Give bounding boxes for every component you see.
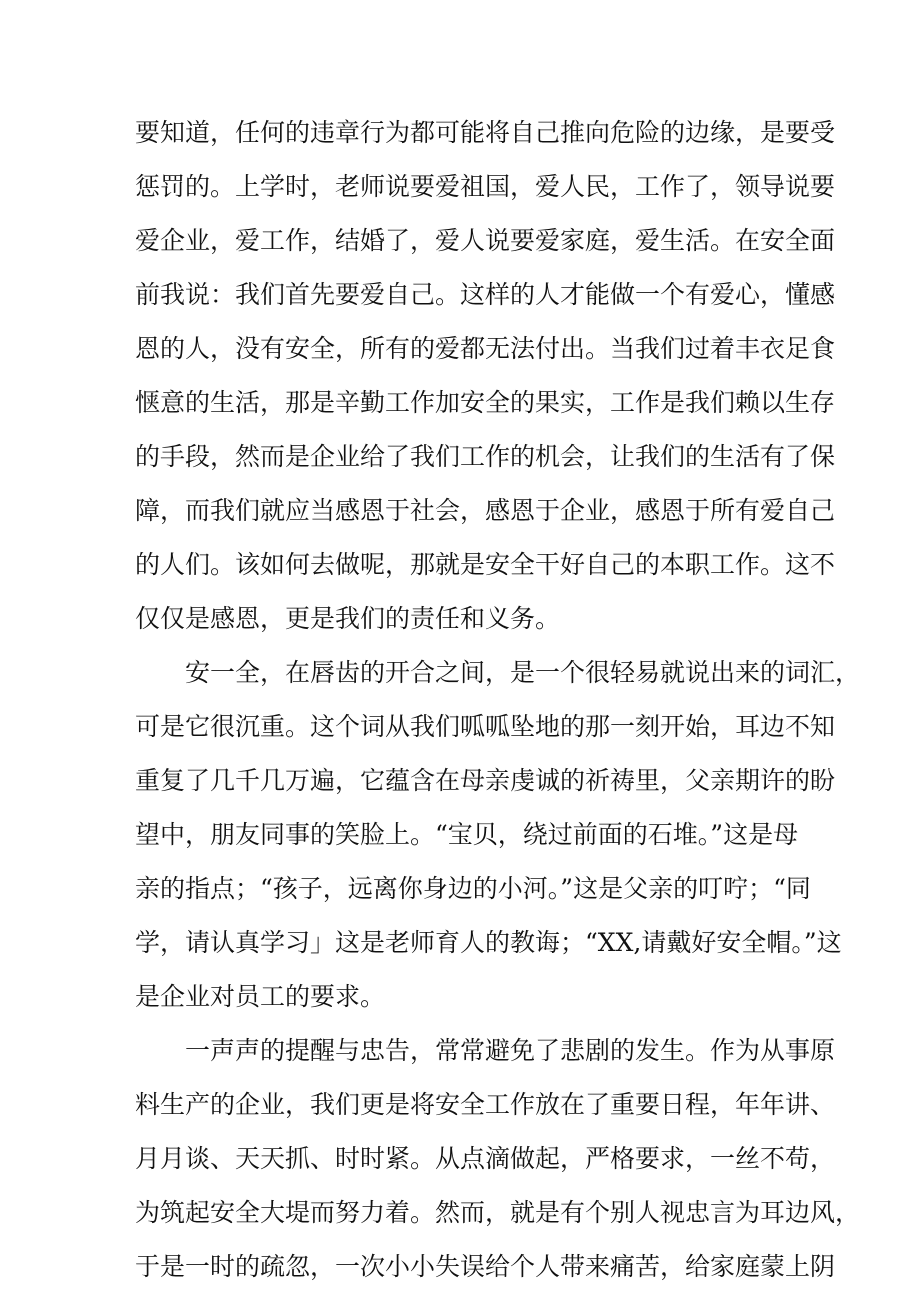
text-line: 恩的人，没有安全，所有的爱都无法付出。当我们过着丰衣足食 (135, 334, 836, 363)
text-line: 学，请认真学习」这是老师育人的教诲；“XX,请戴好安全帽。”这 (135, 928, 842, 957)
text-line: 是企业对员工的要求。 (135, 982, 386, 1011)
text-line: 料生产的企业，我们更是将安全工作放在了重要日程，年年讲、 (135, 1090, 836, 1119)
body-text (135, 106, 861, 1294)
paragraph-2 (135, 646, 861, 1024)
text-line: 可是它很沉重。这个词从我们呱呱坠地的那一刻开始，耳边不知 (135, 712, 836, 741)
text-line: 望中，朋友同事的笑脸上。“宝贝，绕过前面的石堆。”这是母 (135, 820, 799, 849)
text-line: 的手段，然而是企业给了我们工作的机会，让我们的生活有了保 (135, 442, 836, 471)
text-line: 障，而我们就应当感恩于社会，感恩于企业，感恩于所有爱自己 (135, 496, 836, 525)
text-line: 的人们。该如何去做呢，那就是安全干好自己的本职工作。这不 (135, 550, 836, 579)
text-line: 安一全，在唇齿的开合之间，是一个很轻易就说出来的词汇， (185, 658, 861, 687)
text-line: 爱企业，爱工作，结婚了，爱人说要爱家庭，爱生活。在安全面 (135, 226, 836, 255)
text-line: 一声声的提醒与忠告，常常避免了悲剧的发生。作为从事原 (185, 1036, 836, 1065)
text-line: 于是一时的疏忽，一次小小失误给个人带来痛苦，给家庭蒙上阴 (135, 1252, 836, 1281)
text-line: 前我说：我们首先要爱自己。这样的人才能做一个有爱心，懂感 (135, 280, 836, 309)
text-line: 仅仅是感恩，更是我们的责任和义务。 (135, 604, 561, 633)
text-line: 月月谈、天天抓、时时紧。从点滴做起，严格要求，一丝不苟， (135, 1144, 836, 1173)
text-line: 亲的指点；“孩子，远离你身边的小河。”这是父亲的叮咛；“同 (135, 874, 811, 903)
text-line: 惩罚的。上学时，老师说要爱祖国，爱人民，工作了，领导说要 (135, 172, 836, 201)
text-line: 要知道，任何的违章行为都可能将自己推向危险的边缘，是要受 (135, 118, 836, 147)
text-line: 惬意的生活，那是辛勤工作加安全的果实，工作是我们赖以生存 (135, 388, 836, 417)
text-line: 为筑起安全大堤而努力着。然而，就是有个别人视忠言为耳边风， (135, 1198, 861, 1227)
paragraph-3 (135, 1024, 861, 1294)
text-line: 重复了几千几万遍，它蕴含在母亲虔诚的祈祷里，父亲期许的盼 (135, 766, 836, 795)
paragraph-1 (135, 106, 836, 646)
